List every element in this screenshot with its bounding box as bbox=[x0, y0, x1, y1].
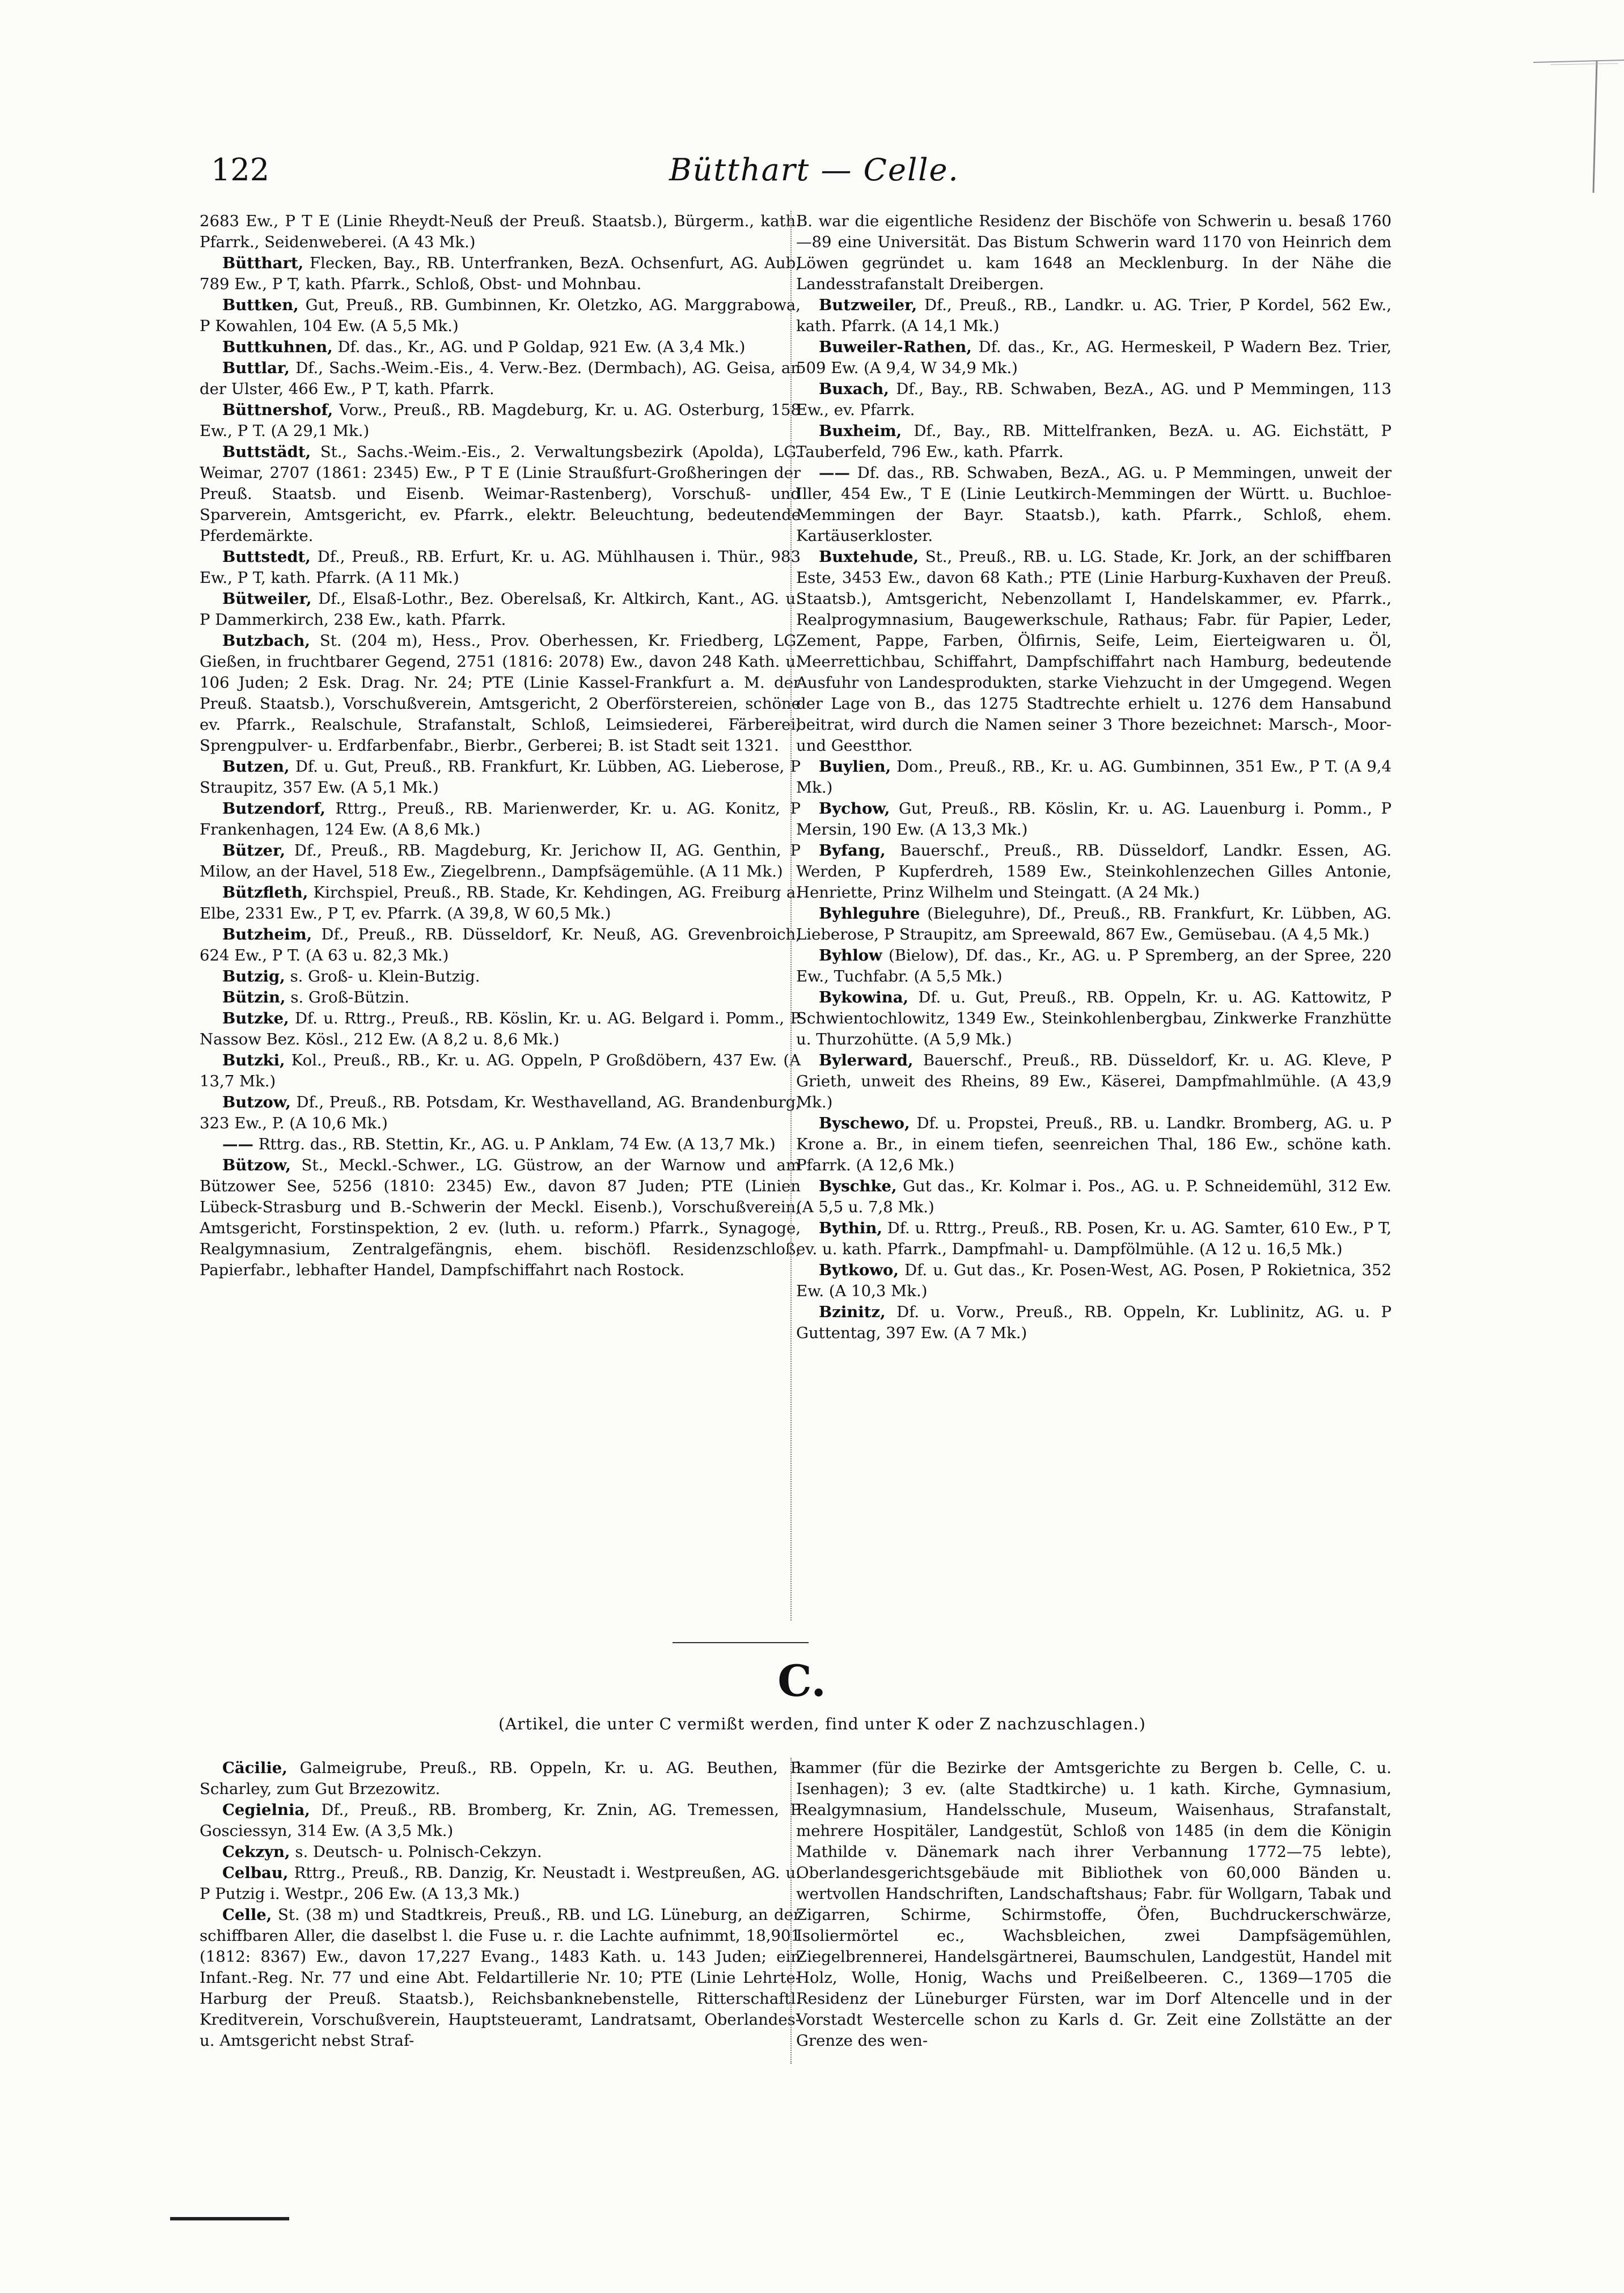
entry bbox=[796, 547, 1392, 756]
entry-headword: Buxach, bbox=[819, 380, 889, 398]
section-letter: C. bbox=[777, 1656, 826, 1706]
entry bbox=[200, 1800, 801, 1842]
entry-headword: Butzow, bbox=[222, 1093, 291, 1111]
entry-headword: Butzke, bbox=[222, 1009, 289, 1027]
entry bbox=[200, 1092, 801, 1134]
entry-text: (Bielow), Df. das., Kr., AG. u. P Spremberg, an der Spree, 220 Ew., Tuchfabr. (A 5,5 Mk.) bbox=[796, 946, 1392, 985]
entry bbox=[200, 987, 801, 1008]
entry-text: Df., Bay., RB. Mittelfranken, BezA. u. AG. Eichstätt, P Tauberfeld, 796 Ew., kath. Pfarrk. bbox=[796, 422, 1392, 461]
entry-headword: Bützfleth, bbox=[222, 883, 308, 902]
entry bbox=[200, 1155, 801, 1281]
entry bbox=[796, 903, 1392, 945]
entry bbox=[796, 1218, 1392, 1260]
entry-text: Galmeigrube, Preuß., RB. Oppeln, Kr. u. AG. Beuthen, P Scharley, zum Gut Brzezowitz. bbox=[200, 1759, 801, 1798]
entry-text: Df. u. Propstei, Preuß., RB. u. Landkr. Bromberg, AG. u. P Krone a. Br., in einem tiefen, seenreichen Thal, 186 Ew., schöne kath. Pfarrk. (A 12,6 Mk.) bbox=[796, 1114, 1392, 1174]
entry bbox=[200, 442, 801, 547]
entry-text: Df. das., Kr., AG. Hermeskeil, P Wadern Bez. Trier, 509 Ew. (A 9,4, W 34,9 Mk.) bbox=[796, 338, 1392, 377]
entry-headword: Bychow, bbox=[819, 799, 890, 818]
entry bbox=[796, 987, 1392, 1050]
entry bbox=[796, 295, 1392, 337]
entry-text: Df. u. Rttrg., Preuß., RB. Posen, Kr. u. AG. Samter, 610 Ew., P T, ev. u. kath. Pfarrk., Dampfmahl- u. Dampfölmühle. (A 12 u. 16,5 Mk.) bbox=[796, 1219, 1392, 1258]
entry bbox=[796, 463, 1392, 547]
entry bbox=[200, 1050, 801, 1092]
entry-text: Df., Elsaß-Lothr., Bez. Oberelsaß, Kr. Altkirch, Kant., AG. u. P Dammerkirch, 238 Ew., kath. Pfarrk. bbox=[200, 590, 801, 629]
entry-headword: Butzig, bbox=[222, 967, 285, 985]
entry-headword: Byhlow bbox=[819, 946, 882, 964]
entry bbox=[796, 1050, 1392, 1113]
entry-headword: Bützer, bbox=[222, 841, 286, 860]
entry bbox=[200, 589, 801, 631]
entry-text: kammer (für die Bezirke der Amtsgerichte zu Bergen b. Celle, C. u. Isenhagen); 3 ev. (alte Stadtkirche) u. 1 kath. Kirche, Gymnasium, Realgymnasium, Handelsschule, Museum, Waisenhaus, Strafanstalt, mehrere Hospitäler, Landgestüt, Schloß von 1485 (in dem die Königin Mathilde v. Dänemark nach ihrer Verbannung 1772—75 lebte), Oberlandesgerichtsgebäude mit Bibliothek von 60,000 Bänden u. wertvollen Handschriften, Landschaftshaus; Fabr. für Wollgarn, Tabak und Zigarren, Schirme, Schirmstoffe, Öfen, Buchdruckerschwärze, Isoliermörtel ec., Wachsbleichen, zwei Dampfsägemühlen, Ziegelbrennerei, Handelsgärtnerei, Baumschulen, Landgestüt, Handel mit Holz, Wolle, Honig, Wachs und Preißelbeeren. C., 1369—1705 die Residenz der Lüneburger Fürsten, war im Dorf Altencelle und in der Vorstadt Westercelle schon zu Karls d. Gr. Zeit eine Zollstätte an der Grenze des wen- bbox=[796, 1759, 1392, 2050]
entry bbox=[796, 1758, 1392, 2051]
entry-text: Df., Preuß., RB. Potsdam, Kr. Westhavelland, AG. Brandenburg, 323 Ew., P. (A 10,6 Mk.) bbox=[200, 1093, 801, 1132]
entry-headword: Butzweiler, bbox=[819, 296, 917, 314]
entry bbox=[796, 211, 1392, 295]
entry-text: Df. u. Vorw., Preuß., RB. Oppeln, Kr. Lublinitz, AG. u. P Guttentag, 397 Ew. (A 7 Mk.) bbox=[796, 1303, 1392, 1342]
entry-headword: Buxheim, bbox=[819, 422, 902, 440]
entry bbox=[200, 756, 801, 798]
entry-text: Bauerschf., Preuß., RB. Düsseldorf, Landkr. Essen, AG. Werden, P Kupferdreh, 1589 Ew., Steinkohlenzechen Gilles Antonie, Henriette, Prinz Wilhelm und Steingatt. (A 24 Mk.) bbox=[796, 841, 1392, 902]
entry-text: St. (204 m), Hess., Prov. Oberhessen, Kr. Friedberg, LG. Gießen, in fruchtbarer Gegend, 2751 (1816: 2078) Ew., davon 248 Kath. u. 106 Juden; 2 Esk. Drag. Nr. 24; PTE (Linie Kassel-Frankfurt a. M. der Preuß. Staatsb.), Vorschußverein, Amtsgericht, 2 Oberförstereien, schöne ev. Pfarrk., Realschule, Strafanstalt, Schloß, Leimsiederei, Färberei, Sprengpulver- u. Erdfarbenfabr., Bierbr., Gerberei; B. ist Stadt seit 1321. bbox=[200, 632, 801, 755]
entry-text: Rttrg., Preuß., RB. Danzig, Kr. Neustadt i. Westpreußen, AG. u. P Putzig i. Westpr., 206 Ew. (A 13,3 Mk.) bbox=[200, 1864, 801, 1903]
upper-right-column bbox=[796, 211, 1392, 1344]
entry bbox=[200, 882, 801, 924]
entry-headword: Buttken, bbox=[222, 296, 299, 314]
entry-text: Df. u. Gut, Preuß., RB. Oppeln, Kr. u. AG. Kattowitz, P Schwientochlowitz, 1349 Ew., Steinkohlenbergbau, Zinkwerke Franzhütte u. Thurzohütte. (A 5,9 Mk.) bbox=[796, 988, 1392, 1048]
entry bbox=[200, 358, 801, 400]
entry-headword: Bütthart, bbox=[222, 254, 304, 272]
entry-headword: Bytkowo, bbox=[819, 1261, 899, 1279]
corner-scan-artifact bbox=[1533, 57, 1624, 204]
entry bbox=[200, 253, 801, 295]
entry-headword: Butzki, bbox=[222, 1051, 285, 1069]
entry-text: Df., Preuß., RB. Bromberg, Kr. Znin, AG. Tremessen, P Gosciessyn, 314 Ew. (A 3,5 Mk.) bbox=[200, 1801, 801, 1840]
entry-text: Df. das., RB. Schwaben, BezA., AG. u. P Memmingen, unweit der Iller, 454 Ew., T E (Linie Leutkirch-Memmingen der Württ. u. Buchloe-Memmingen der Bayr. Staatsb.), kath. Pfarrk., Schloß, ehem. Kartäuserkloster. bbox=[796, 464, 1392, 545]
entry-headword: Buweiler-Rathen, bbox=[819, 338, 972, 356]
entry-headword: Bützin, bbox=[222, 988, 286, 1006]
entry-text: Gut, Preuß., RB. Gumbinnen, Kr. Oletzko, AG. Marggrabowa, P Kowahlen, 104 Ew. (A 5,5 Mk.) bbox=[200, 296, 801, 335]
entry-headword: Celbau, bbox=[222, 1864, 289, 1882]
entry-headword: Cegielnia, bbox=[222, 1801, 310, 1819]
entry-headword: Cekzyn, bbox=[222, 1843, 290, 1861]
entry-text: St., Sachs.-Weim.-Eis., 2. Verwaltungsbezirk (Apolda), LG. Weimar, 2707 (1861: 2345) Ew., P T E (Linie Straußfurt-Großheringen der Preuß. Staatsb. und Eisenb. Weimar-Rastenberg), Vorschuß- und Sparverein, Amtsgericht, ev. Pfarrk., elektr. Beleuchtung, bedeutende Pferdemärkte. bbox=[200, 443, 801, 545]
entry-text: (Bieleguhre), Df., Preuß., RB. Frankfurt, Kr. Lübben, AG. Lieberose, P Straupitz, am Spreewald, 867 Ew., Gemüsebau. (A 4,5 Mk.) bbox=[796, 904, 1392, 944]
entry-text: Rttrg. das., RB. Stettin, Kr., AG. u. P Anklam, 74 Ew. (A 13,7 Mk.) bbox=[258, 1135, 776, 1153]
lower-left-column bbox=[200, 1758, 801, 2051]
entry bbox=[200, 631, 801, 756]
entry bbox=[200, 1863, 801, 1905]
entry-text: Gut das., Kr. Kolmar i. Pos., AG. u. P. Schneidemühl, 312 Ew. (A 5,5 u. 7,8 Mk.) bbox=[796, 1177, 1392, 1216]
entry-text: s. Groß- u. Klein-Butzig. bbox=[290, 967, 480, 985]
entry-text: Df., Preuß., RB. Düsseldorf, Kr. Neuß, AG. Grevenbroich, 624 Ew., P T. (A 63 u. 82,3 Mk.) bbox=[200, 925, 801, 964]
entry bbox=[200, 1008, 801, 1050]
entry bbox=[200, 924, 801, 966]
entry-headword: Bythin, bbox=[819, 1219, 882, 1237]
entry-headword: Buttkuhnen, bbox=[222, 338, 333, 356]
entry bbox=[796, 337, 1392, 379]
entry-text: Kirchspiel, Preuß., RB. Stade, Kr. Kehdingen, AG. Freiburg a. Elbe, 2331 Ew., P T, ev. Pfarrk. (A 39,8, W 60,5 Mk.) bbox=[200, 883, 801, 923]
entry-headword: Buxtehude, bbox=[819, 548, 919, 566]
entry bbox=[796, 756, 1392, 798]
entry-text: Vorw., Preuß., RB. Magdeburg, Kr. u. AG. Osterburg, 158 Ew., P T. (A 29,1 Mk.) bbox=[200, 401, 801, 440]
entry-headword: Bylerward, bbox=[819, 1051, 914, 1069]
lower-right-column bbox=[796, 1758, 1392, 2051]
entry-headword: Butzen, bbox=[222, 758, 290, 776]
entry-text: Df., Bay., RB. Schwaben, BezA., AG. und P Memmingen, 113 Ew., ev. Pfarrk. bbox=[796, 380, 1392, 419]
entry bbox=[796, 379, 1392, 421]
entry-text: s. Deutsch- u. Polnisch-Cekzyn. bbox=[295, 1843, 542, 1861]
entry-headword: Büttnershof, bbox=[222, 401, 333, 419]
entry-headword: Bütweiler, bbox=[222, 590, 312, 608]
entry bbox=[200, 966, 801, 987]
entry-text: Dom., Preuß., RB., Kr. u. AG. Gumbinnen, 351 Ew., P T. (A 9,4 Mk.) bbox=[796, 758, 1392, 797]
entry-headword: Cäcilie, bbox=[222, 1759, 287, 1777]
entry bbox=[200, 1134, 801, 1155]
entry bbox=[796, 1113, 1392, 1176]
entry-text: Df. das., Kr., AG. und P Goldap, 921 Ew. (A 3,4 Mk.) bbox=[337, 338, 746, 356]
entry bbox=[200, 1905, 801, 2051]
footer-mark bbox=[170, 2217, 289, 2220]
entry-text: Df. u. Rttrg., Preuß., RB. Köslin, Kr. u. AG. Belgard i. Pomm., P Nassow Bez. Kösl., 212 Ew. (A 8,2 u. 8,6 Mk.) bbox=[200, 1009, 801, 1048]
section-divider bbox=[673, 1642, 809, 1643]
column-divider-lower bbox=[790, 1758, 792, 2064]
entry-headword: Butzendorf, bbox=[222, 799, 325, 818]
entry-headword: Byschke, bbox=[819, 1177, 897, 1195]
entry bbox=[200, 211, 801, 253]
entry-text: Df. u. Gut das., Kr. Posen-West, AG. Posen, P Rokietnica, 352 Ew. (A 10,3 Mk.) bbox=[796, 1261, 1392, 1300]
entry bbox=[796, 1176, 1392, 1218]
entry-headword: Buylien, bbox=[819, 758, 891, 776]
entry-text: Df., Preuß., RB. Erfurt, Kr. u. AG. Mühlhausen i. Thür., 983 Ew., P T, kath. Pfarrk. (A 11 Mk.) bbox=[200, 548, 801, 587]
entry-headword: Buttstädt, bbox=[222, 443, 311, 461]
entry-headword: —— bbox=[819, 464, 850, 482]
section-note: (Artikel, die unter C vermißt werden, find unter K oder Z nachzuschlagen.) bbox=[498, 1715, 1146, 1733]
entry-text: Kol., Preuß., RB., Kr. u. AG. Oppeln, P Großdöbern, 437 Ew. (A 13,7 Mk.) bbox=[200, 1051, 801, 1090]
entry-headword: —— bbox=[222, 1135, 253, 1153]
entry-headword: Butzbach, bbox=[222, 632, 310, 650]
entry bbox=[796, 840, 1392, 903]
entry-text: B. war die eigentliche Residenz der Bischöfe von Schwerin u. besaß 1760—89 eine Universität. Das Bistum Schwerin ward 1170 von Heinrich dem Löwen gegründet u. kam 1648 an Mecklenburg. In der Nähe die Landesstrafanstalt Dreibergen. bbox=[796, 212, 1392, 293]
entry-headword: Byfang, bbox=[819, 841, 886, 860]
entry-text: Rttrg., Preuß., RB. Marienwerder, Kr. u. AG. Konitz, P Frankenhagen, 124 Ew. (A 8,6 Mk.) bbox=[200, 799, 801, 839]
entry-text: s. Groß-Bützin. bbox=[290, 988, 409, 1006]
entry bbox=[796, 798, 1392, 840]
entry-headword: Bzinitz, bbox=[819, 1303, 886, 1321]
entry bbox=[200, 1842, 801, 1863]
entry-text: St., Preuß., RB. u. LG. Stade, Kr. Jork, an der schiffbaren Este, 3453 Ew., davon 68 Kath.; PTE (Linie Harburg-Kuxhaven der Preuß. Staatsb.), Amtsgericht, Nebenzollamt I, Handelskammer, ev. Pfarrk., Realprogymnasium, Baugewerkschule, Rathaus; Fabr. für Papier, Leder, Zement, Pappe, Farben, Ölfirnis, Seife, Leim, Eierteigwaren u. Öl, Meerrettichbau, Schiffahrt, Dampfschiffahrt nach Hamburg, bedeutende Ausfuhr von Landesprodukten, starke Viehzucht in der Umgegend. Wegen der Lage von B., das 1275 Stadtrechte erhielt u. 1276 dem Hansabund beitrat, wird durch die Namen seiner 3 Thore bezeichnet: Marsch-, Moor- und Geestthor. bbox=[796, 548, 1392, 755]
entry-text: Df., Preuß., RB. Magdeburg, Kr. Jerichow II, AG. Genthin, P Milow, an der Havel, 518 Ew., Ziegelbrenn., Dampfsägemühle. (A 11 Mk.) bbox=[200, 841, 801, 881]
entry-headword: Bützow, bbox=[222, 1156, 291, 1174]
entry bbox=[796, 1260, 1392, 1302]
entry bbox=[200, 1758, 801, 1800]
entry-headword: Buttstedt, bbox=[222, 548, 311, 566]
page-number: 122 bbox=[211, 152, 270, 188]
entry-text: St., Meckl.-Schwer., LG. Güstrow, an der Warnow und am Bützower See, 5256 (1810: 2345) Ew., davon 87 Juden; PTE (Linien Lübeck-Strasburg und B.-Schwerin der Meckl. Eisenb.), Vorschußverein, Amtsgericht, Forstinspektion, 2 ev. (luth. u. reform.) Pfarrk., Synagoge, Realgymnasium, Zentralgefängnis, ehem. bischöfl. Residenzschloß, Papierfabr., lebhafter Handel, Dampfschiffahrt nach Rostock. bbox=[200, 1156, 801, 1279]
entry-headword: Byhleguhre bbox=[819, 904, 920, 923]
entry bbox=[200, 295, 801, 337]
entry-text: 2683 Ew., P T E (Linie Rheydt-Neuß der Preuß. Staatsb.), Bürgerm., kath. Pfarrk., Seidenweberei. (A 43 Mk.) bbox=[200, 212, 801, 251]
entry bbox=[200, 798, 801, 840]
entry bbox=[796, 421, 1392, 463]
upper-left-column bbox=[200, 211, 801, 1281]
column-divider bbox=[790, 211, 792, 1621]
entry-text: Df. u. Gut, Preuß., RB. Frankfurt, Kr. Lübben, AG. Lieberose, P Straupitz, 357 Ew. (A 5,1 Mk.) bbox=[200, 758, 801, 797]
entry-headword: Bykowina, bbox=[819, 988, 909, 1006]
entry-headword: Celle, bbox=[222, 1906, 272, 1924]
entry-headword: Byschewo, bbox=[819, 1114, 910, 1132]
entry bbox=[200, 547, 801, 589]
entry bbox=[200, 840, 801, 882]
entry-text: St. (38 m) und Stadtkreis, Preuß., RB. und LG. Lüneburg, an der schiffbaren Aller, die daselbst l. die Fuse u. r. die Lachte aufnimmt, 18,901 (1812: 8367) Ew., davon 17,227 Evang., 1483 Kath. u. 143 Juden; ein Infant.-Reg. Nr. 77 und eine Abt. Feldartillerie Nr. 10; PTE (Linie Lehrte-Harburg der Preuß. Staatsb.), Reichsbanknebenstelle, Ritterschaftl. Kreditverein, Vorschußverein, Hauptsteueramt, Landratsamt, Oberlandes- u. Amtsgericht nebst Straf- bbox=[200, 1906, 801, 2050]
entry bbox=[796, 945, 1392, 987]
entry-text: Df., Sachs.-Weim.-Eis., 4. Verw.-Bez. (Dermbach), AG. Geisa, an der Ulster, 466 Ew., P T, kath. Pfarrk. bbox=[200, 359, 801, 398]
running-title: Bütthart — Celle. bbox=[669, 152, 959, 188]
entry-text: Bauerschf., Preuß., RB. Düsseldorf, Kr. u. AG. Kleve, P Grieth, unweit des Rheins, 89 Ew., Käserei, Dampfmahlmühle. (A 43,9 Mk.) bbox=[796, 1051, 1392, 1111]
entry-text: Flecken, Bay., RB. Unterfranken, BezA. Ochsenfurt, AG. Aub, 789 Ew., P T, kath. Pfarrk., Schloß, Obst- und Mohnbau. bbox=[200, 254, 801, 293]
entry-text: Df., Preuß., RB., Landkr. u. AG. Trier, P Kordel, 562 Ew., kath. Pfarrk. (A 14,1 Mk.) bbox=[796, 296, 1392, 335]
entry bbox=[200, 400, 801, 442]
entry bbox=[200, 337, 801, 358]
entry-headword: Butzheim, bbox=[222, 925, 312, 944]
entry-headword: Buttlar, bbox=[222, 359, 290, 377]
entry bbox=[796, 1302, 1392, 1344]
entry-text: Gut, Preuß., RB. Köslin, Kr. u. AG. Lauenburg i. Pomm., P Mersin, 190 Ew. (A 13,3 Mk.) bbox=[796, 799, 1392, 839]
